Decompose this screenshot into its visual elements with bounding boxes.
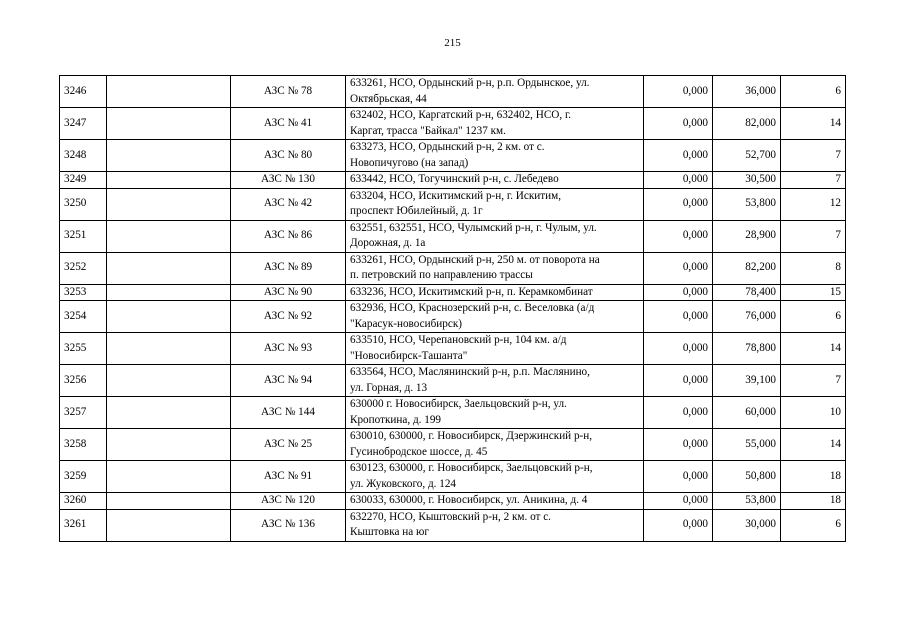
address-line: Дорожная, д. 1а — [350, 237, 426, 249]
table-row — [60, 284, 846, 301]
empty-cell — [107, 76, 231, 108]
empty-cell — [107, 461, 231, 493]
address-cell — [346, 220, 644, 252]
value-1-cell: 0,000 — [644, 301, 713, 333]
value-2-cell: 78,400 — [713, 284, 781, 301]
address-cell — [346, 188, 644, 220]
table-row — [60, 365, 846, 397]
address-cell — [346, 397, 644, 429]
address-line: 630033, 630000, г. Новосибирск, ул. Аникина, д. 4 — [350, 494, 588, 506]
address-cell — [346, 429, 644, 461]
address-cell — [346, 333, 644, 365]
row-number-cell: 3251 — [60, 220, 107, 252]
registry-table — [59, 75, 846, 542]
value-1-cell: 0,000 — [644, 365, 713, 397]
table-row — [60, 397, 846, 429]
row-number-cell: 3252 — [60, 252, 107, 284]
address-cell — [346, 509, 644, 541]
table-row — [60, 429, 846, 461]
station-name-cell: АЗС № 93 — [231, 333, 346, 365]
address-cell — [346, 108, 644, 140]
row-number-cell: 3258 — [60, 429, 107, 461]
empty-cell — [107, 365, 231, 397]
value-1-cell: 0,000 — [644, 188, 713, 220]
value-3-cell: 18 — [781, 461, 846, 493]
address-line: 633273, НСО, Ордынский р-н, 2 км. от с. — [350, 141, 545, 153]
station-name-cell: АЗС № 80 — [231, 140, 346, 172]
address-line: Каргат, трасса "Байкал" 1237 км. — [350, 124, 506, 137]
address-cell — [346, 365, 644, 397]
value-2-cell: 53,800 — [713, 188, 781, 220]
value-2-cell: 39,100 — [713, 365, 781, 397]
value-3-cell: 14 — [781, 429, 846, 461]
address-line: 633564, НСО, Маслянинский р-н, р.п. Маслянино, — [350, 366, 590, 378]
value-1-cell: 0,000 — [644, 509, 713, 541]
address-cell — [346, 493, 644, 510]
address-line: 633442, НСО, Тогучинский р-н, с. Лебедево — [350, 173, 559, 185]
address-line: 632270, НСО, Кыштовский р-н, 2 км. от с. — [350, 510, 551, 523]
row-number-cell: 3260 — [60, 493, 107, 510]
address-line: 633236, НСО, Искитимский р-н, п. Керамкомбинат — [350, 285, 593, 298]
value-1-cell: 0,000 — [644, 397, 713, 429]
station-name-cell: АЗС № 42 — [231, 188, 346, 220]
address-cell — [346, 301, 644, 333]
value-3-cell: 15 — [781, 284, 846, 301]
value-1-cell: 0,000 — [644, 76, 713, 108]
empty-cell — [107, 220, 231, 252]
address-line: 632936, НСО, Краснозерский р-н, с. Веселовка (а/д — [350, 302, 595, 314]
row-number-cell: 3250 — [60, 188, 107, 220]
address-line: 633204, НСО, Искитимский р-н, г. Искитим, — [350, 189, 562, 202]
empty-cell — [107, 172, 231, 189]
value-2-cell: 82,200 — [713, 252, 781, 284]
empty-cell — [107, 333, 231, 365]
empty-cell — [107, 252, 231, 284]
table-body — [60, 76, 846, 542]
empty-cell — [107, 493, 231, 510]
empty-cell — [107, 284, 231, 301]
address-line: 633261, НСО, Ордынский р-н, 250 м. от поворота на — [350, 253, 600, 266]
row-number-cell: 3261 — [60, 509, 107, 541]
table-row — [60, 333, 846, 365]
value-1-cell: 0,000 — [644, 140, 713, 172]
empty-cell — [107, 188, 231, 220]
value-2-cell: 60,000 — [713, 397, 781, 429]
value-1-cell: 0,000 — [644, 461, 713, 493]
table-row — [60, 76, 846, 108]
row-number-cell: 3247 — [60, 108, 107, 140]
value-2-cell: 30,500 — [713, 172, 781, 189]
value-3-cell: 14 — [781, 108, 846, 140]
page-number: 215 — [444, 37, 461, 49]
value-1-cell: 0,000 — [644, 493, 713, 510]
address-line: Октябрьская, 44 — [350, 92, 427, 105]
station-name-cell: АЗС № 90 — [231, 284, 346, 301]
value-2-cell: 36,000 — [713, 76, 781, 108]
address-cell — [346, 284, 644, 301]
table-row — [60, 108, 846, 140]
empty-cell — [107, 108, 231, 140]
value-3-cell: 18 — [781, 493, 846, 510]
station-name-cell: АЗС № 144 — [231, 397, 346, 429]
address-line: Гусинобродское шоссе, д. 45 — [350, 445, 488, 458]
row-number-cell: 3257 — [60, 397, 107, 429]
row-number-cell: 3254 — [60, 301, 107, 333]
address-line: ул. Горная, д. 13 — [350, 381, 428, 394]
empty-cell — [107, 140, 231, 172]
value-1-cell: 0,000 — [644, 220, 713, 252]
value-3-cell: 10 — [781, 397, 846, 429]
value-3-cell: 12 — [781, 188, 846, 220]
value-2-cell: 28,900 — [713, 220, 781, 252]
value-2-cell: 52,700 — [713, 140, 781, 172]
value-3-cell: 6 — [781, 509, 846, 541]
station-name-cell: АЗС № 78 — [231, 76, 346, 108]
value-1-cell: 0,000 — [644, 284, 713, 301]
empty-cell — [107, 429, 231, 461]
row-number-cell: 3246 — [60, 76, 107, 108]
address-line: "Карасук-новосибирск) — [350, 317, 462, 330]
table-row — [60, 493, 846, 510]
station-name-cell: АЗС № 91 — [231, 461, 346, 493]
table-row — [60, 301, 846, 333]
address-cell — [346, 76, 644, 108]
address-cell — [346, 172, 644, 189]
value-1-cell: 0,000 — [644, 429, 713, 461]
address-line: Кропоткина, д. 199 — [350, 413, 442, 426]
station-name-cell: АЗС № 94 — [231, 365, 346, 397]
address-line: 630123, 630000, г. Новосибирск, Заельцовский р-н, — [350, 462, 593, 474]
table-row — [60, 188, 846, 220]
value-3-cell: 8 — [781, 252, 846, 284]
row-number-cell: 3259 — [60, 461, 107, 493]
row-number-cell: 3253 — [60, 284, 107, 301]
address-line: п. петровский по направлению трассы — [350, 269, 533, 281]
table-row — [60, 461, 846, 493]
station-name-cell: АЗС № 136 — [231, 509, 346, 541]
address-line: 632402, НСО, Каргатский р-н, 632402, НСО, г. — [350, 109, 572, 121]
value-2-cell: 78,800 — [713, 333, 781, 365]
empty-cell — [107, 509, 231, 541]
empty-cell — [107, 301, 231, 333]
value-3-cell: 6 — [781, 76, 846, 108]
address-line: "Новосибирск-Ташанта" — [350, 349, 468, 362]
value-2-cell: 50,800 — [713, 461, 781, 493]
station-name-cell: АЗС № 86 — [231, 220, 346, 252]
address-line: 632551, 632551, НСО, Чулымский р-н, г. Чулым, ул. — [350, 221, 597, 234]
table-row — [60, 220, 846, 252]
station-name-cell: АЗС № 130 — [231, 172, 346, 189]
row-number-cell: 3249 — [60, 172, 107, 189]
table-row — [60, 172, 846, 189]
station-name-cell: АЗС № 92 — [231, 301, 346, 333]
station-name-cell: АЗС № 89 — [231, 252, 346, 284]
value-1-cell: 0,000 — [644, 252, 713, 284]
table-row — [60, 252, 846, 284]
value-2-cell: 82,000 — [713, 108, 781, 140]
row-number-cell: 3255 — [60, 333, 107, 365]
value-2-cell: 53,800 — [713, 493, 781, 510]
row-number-cell: 3248 — [60, 140, 107, 172]
station-name-cell: АЗС № 41 — [231, 108, 346, 140]
address-cell — [346, 461, 644, 493]
value-3-cell: 7 — [781, 220, 846, 252]
empty-cell — [107, 397, 231, 429]
row-number-cell: 3256 — [60, 365, 107, 397]
table-row — [60, 509, 846, 541]
address-line: 630010, 630000, г. Новосибирск, Дзержинский р-н, — [350, 430, 593, 442]
address-line: 630000 г. Новосибирск, Заельцовский р-н, ул. — [350, 398, 567, 410]
value-2-cell: 55,000 — [713, 429, 781, 461]
value-1-cell: 0,000 — [644, 108, 713, 140]
value-2-cell: 76,000 — [713, 301, 781, 333]
address-line: Кыштовка на юг — [350, 526, 429, 538]
value-3-cell: 7 — [781, 172, 846, 189]
value-3-cell: 7 — [781, 365, 846, 397]
address-line: проспект Юбилейный, д. 1г — [350, 205, 483, 217]
station-name-cell: АЗС № 120 — [231, 493, 346, 510]
value-2-cell: 30,000 — [713, 509, 781, 541]
address-cell — [346, 252, 644, 284]
value-1-cell: 0,000 — [644, 172, 713, 189]
table-row — [60, 140, 846, 172]
station-name-cell: АЗС № 25 — [231, 429, 346, 461]
address-line: 633261, НСО, Ордынский р-н, р.п. Ордынское, ул. — [350, 77, 590, 89]
value-1-cell: 0,000 — [644, 333, 713, 365]
address-line: ул. Жуковского, д. 124 — [350, 477, 457, 490]
address-line: Новопичугово (на запад) — [350, 156, 469, 169]
value-3-cell: 14 — [781, 333, 846, 365]
address-cell — [346, 140, 644, 172]
value-3-cell: 7 — [781, 140, 846, 172]
address-line: 633510, НСО, Черепановский р-н, 104 км. а/д — [350, 334, 567, 346]
value-3-cell: 6 — [781, 301, 846, 333]
